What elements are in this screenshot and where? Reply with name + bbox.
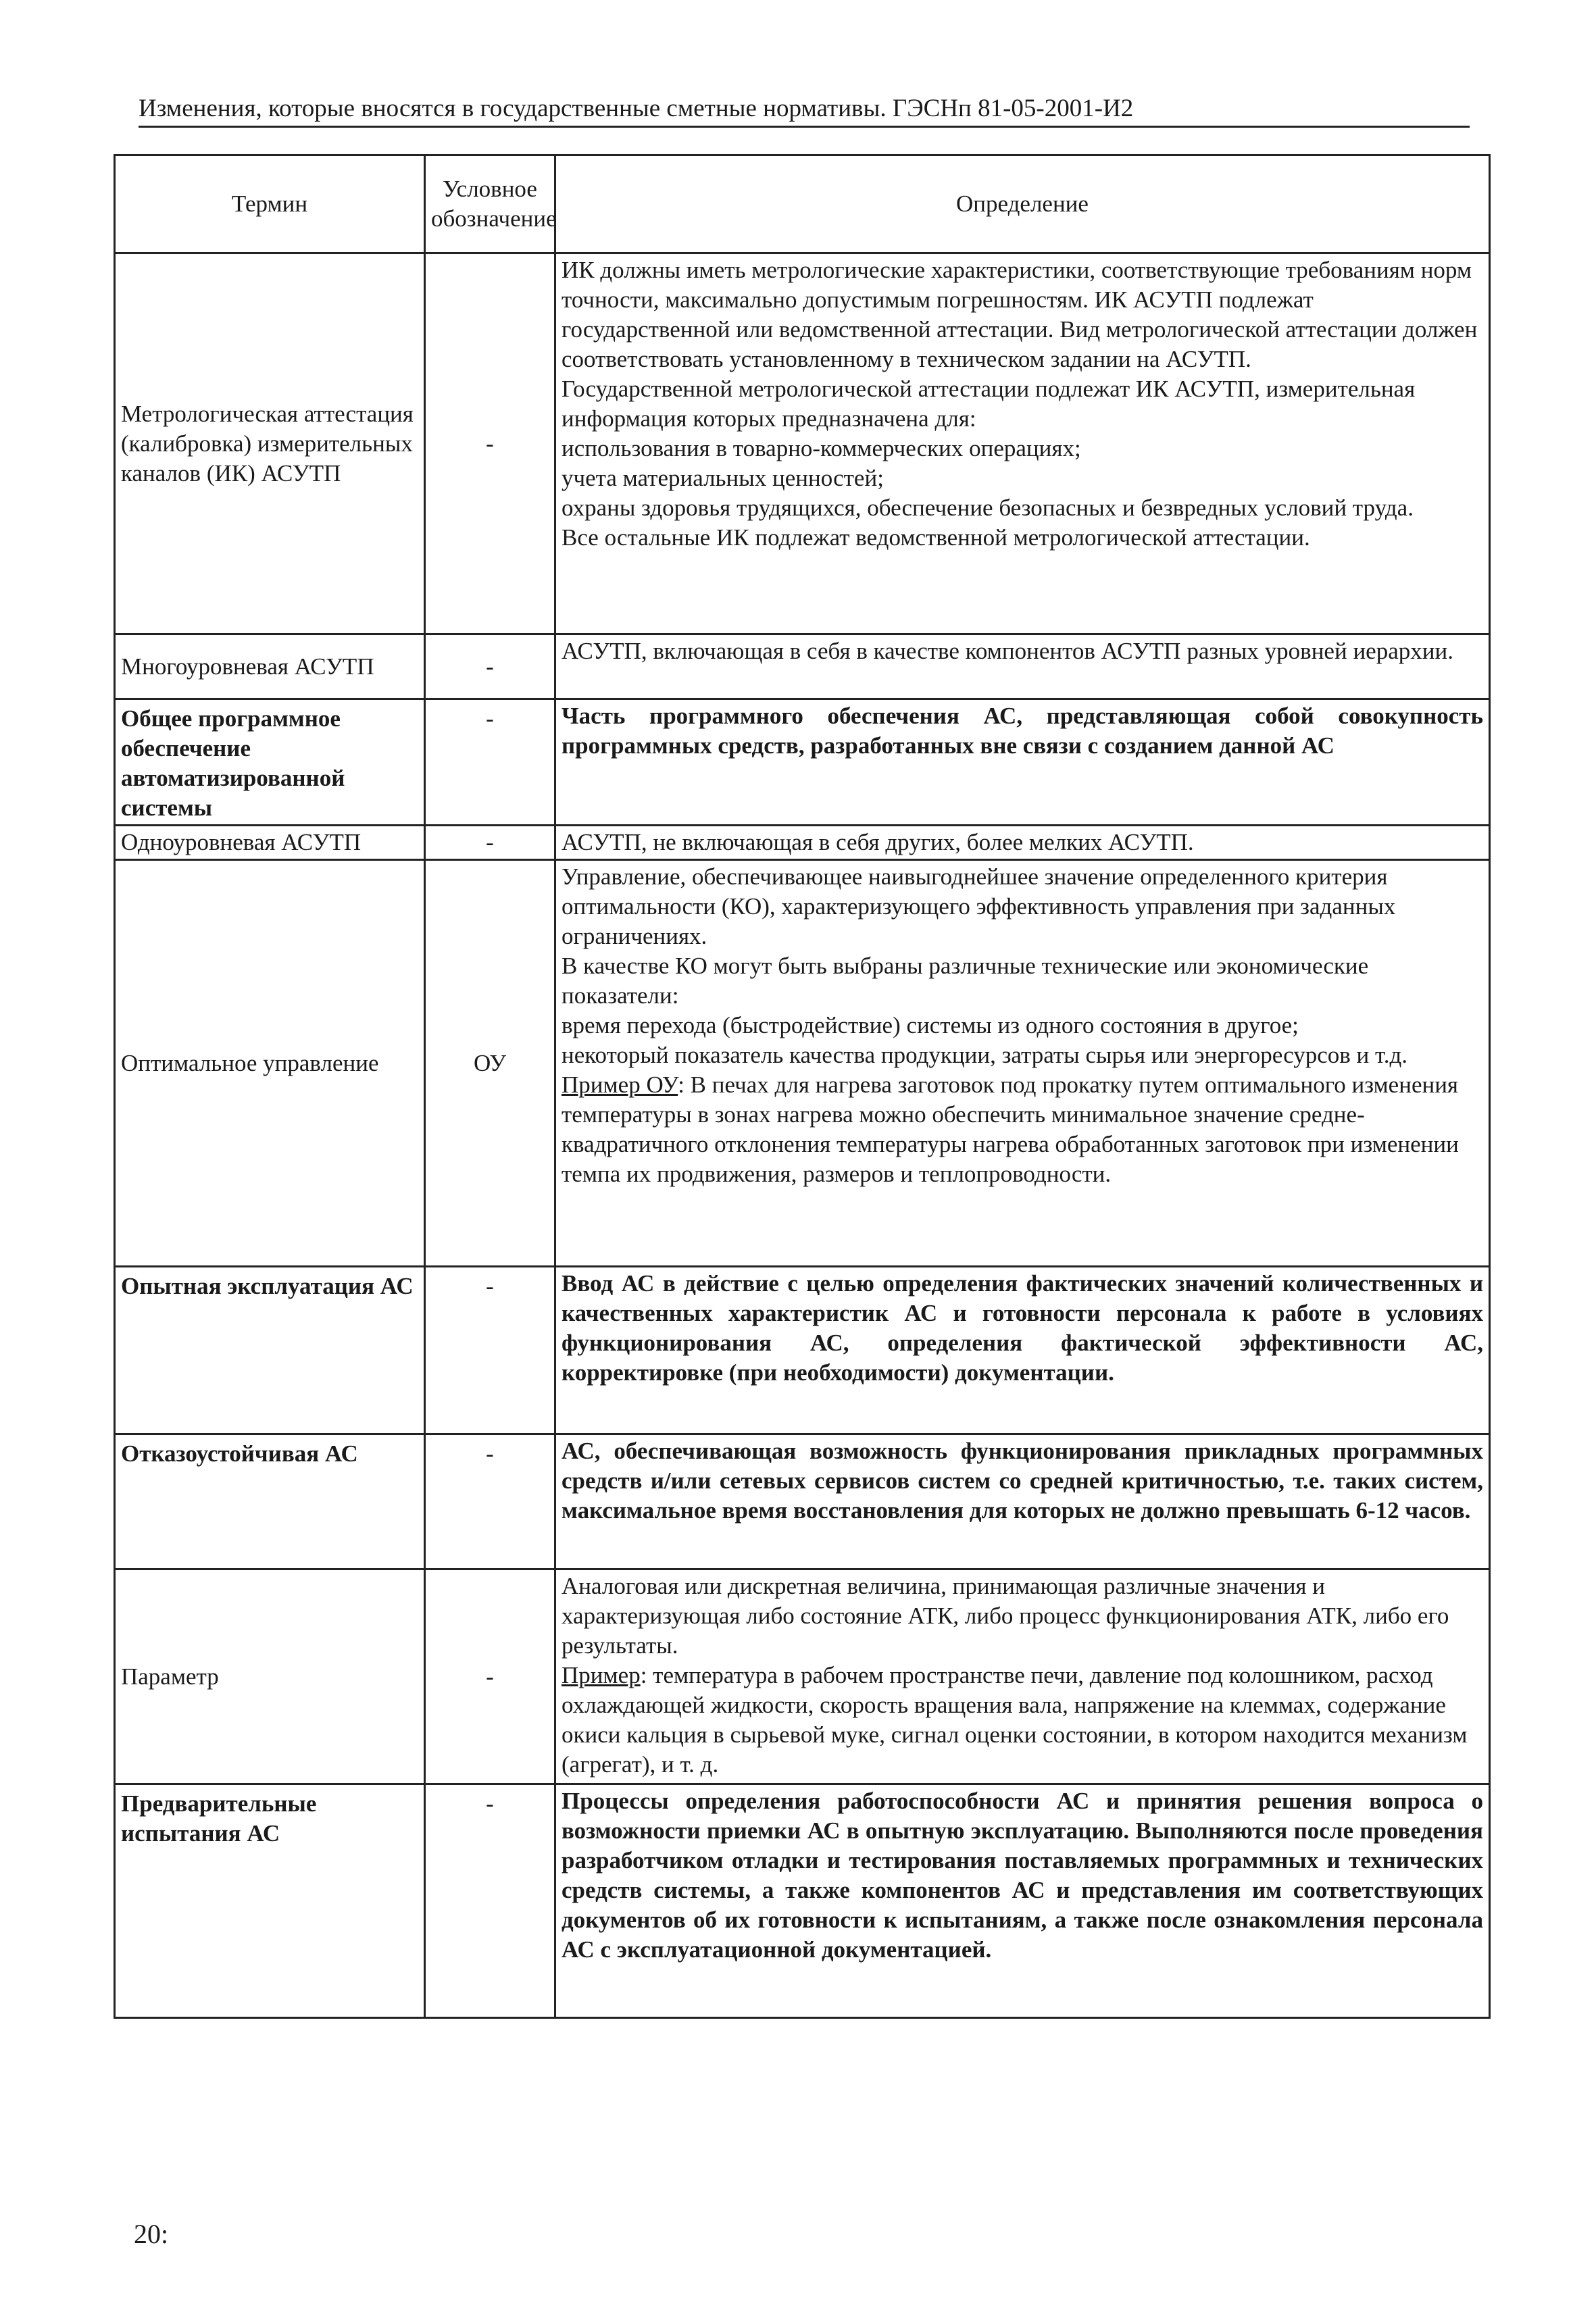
term-cell: Оптимальное управление xyxy=(115,860,425,1267)
definition-cell xyxy=(555,634,1490,699)
definition-line: Все остальные ИК подлежат ведомственной метрологической аттестации. xyxy=(562,524,1310,551)
table-header-row xyxy=(115,155,1490,253)
definition-line: ИК должны иметь метрологические характеристики, соответствующие требованиям норм точности, максимально допустимым погрешностям. ИК АСУТП подлежат государственной или ведомственной аттестации. Вид метрологической аттестации должен соответствовать установленному в техническом задании на АСУТП. xyxy=(562,257,1478,372)
table-row xyxy=(115,1784,1490,2018)
definition-line: Часть программного обеспечения АС, представляющая собой совокупность программных средств, разработанных вне связи с созданием данной АС xyxy=(562,703,1483,759)
column-header-term: Термин xyxy=(115,155,425,253)
page-number: 20: xyxy=(134,2219,169,2249)
example-line xyxy=(562,1070,1483,1189)
definition-line: некоторый показатель качества продукции, затраты сырья или энергоресурсов и т.д. xyxy=(562,1042,1408,1068)
term-cell: Параметр xyxy=(115,1569,425,1784)
table-row xyxy=(115,1569,1490,1784)
definition-line: В качестве КО могут быть выбраны различные технические или экономические показатели: xyxy=(562,953,1369,1009)
definition-line: Аналоговая или дискретная величина, принимающая различные значения и характеризующая либо состояние АТК, либо процесс функционирования АТК, либо его результаты. xyxy=(562,1573,1449,1659)
abbr-cell: - xyxy=(425,1784,555,2018)
definition-cell xyxy=(555,1784,1490,2018)
definition-line: АС, обеспечивающая возможность функционирования прикладных программных средств и/или сетевых сервисов систем со средней критичностью, т.е. таких систем, максимальное время восстановления для которых не должно превышать 6-12 часов. xyxy=(562,1438,1483,1524)
abbr-cell: - xyxy=(425,634,555,699)
definition-cell xyxy=(555,860,1490,1267)
example-text: : В печах для нагрева заготовок под прокатку путем оптимального изменения температуры в зонах нагрева можно обеспечить минимальное значение средне-квадратичного отклонения температуры нагрева обработанных заготовок при изменении темпа их продвижения, размеров и теплопроводности. xyxy=(562,1072,1459,1187)
abbr-cell: - xyxy=(425,826,555,860)
definition-line: АСУТП, включающая в себя в качестве компонентов АСУТП разных уровней иерархии. xyxy=(562,638,1453,664)
header-rule xyxy=(139,126,1470,128)
term-cell: Многоуровневая АСУТП xyxy=(115,634,425,699)
table-row xyxy=(115,826,1490,860)
definition-line: Процессы определения работоспособности АС и принятия решения вопроса о возможности приемки АС в опытную эксплуатацию. Выполняются после проведения разработчиком отладки и тестирования поставляемых программных и технических средств системы, а также компонентов АС и представления им соответствующих документов об их готовности к испытаниям, а также после ознакомления персонала АС с эксплуатационной документацией. xyxy=(562,1788,1483,1963)
definition-cell xyxy=(555,253,1490,634)
table-row xyxy=(115,634,1490,699)
definition-line: учета материальных ценностей; xyxy=(562,465,884,491)
definition-line: время перехода (быстродействие) системы из одного состояния в другое; xyxy=(562,1012,1299,1038)
term-cell: Метрологическая аттестация (калибровка) измерительных каналов (ИК) АСУТП xyxy=(115,253,425,634)
example-text: : температура в рабочем пространстве печи, давление под колошником, расход охлаждающей жидкости, скорость вращения вала, напряжение на клеммах, содержание окиси кальция в сырьевой муке, сигнал оценки состоянии, в котором находится механизм (агрегат), и т. д. xyxy=(562,1662,1468,1778)
table-row xyxy=(115,1434,1490,1569)
abbr-cell: - xyxy=(425,1434,555,1569)
definition-cell xyxy=(555,699,1490,826)
definition-cell xyxy=(555,1569,1490,1784)
definition-line: охраны здоровья трудящихся, обеспечение безопасных и безвредных условий труда. xyxy=(562,495,1414,521)
table-row xyxy=(115,1267,1490,1434)
abbr-cell: - xyxy=(425,253,555,634)
definition-cell xyxy=(555,1267,1490,1434)
abbr-cell: - xyxy=(425,1569,555,1784)
table-row xyxy=(115,253,1490,634)
definition-line: использования в товарно-коммерческих операциях; xyxy=(562,435,1081,461)
definition-line: Ввод АС в действие с целью определения фактических значений количественных и качественных характеристик АС и готовности персонала к работе в условиях функционирования АС, определения фактической эффективности АС, корректировке (при необходимости) документации. xyxy=(562,1270,1483,1386)
abbr-cell: - xyxy=(425,1267,555,1434)
example-label: Пример xyxy=(562,1662,641,1688)
definition-cell xyxy=(555,826,1490,860)
table-row xyxy=(115,860,1490,1267)
definition-line: АСУТП, не включающая в себя других, более мелких АСУТП. xyxy=(562,829,1194,855)
page-header: Изменения, которые вносятся в государственные сметные нормативы. ГЭСНп 81-05-2001-И2 xyxy=(139,95,1134,122)
definition-cell xyxy=(555,1434,1490,1569)
table-row xyxy=(115,699,1490,826)
column-header-abbr: Условное обозначение xyxy=(425,155,555,253)
definition-line: Государственной метрологической аттестации подлежат ИК АСУТП, измерительная информация которых предназначена для: xyxy=(562,376,1416,432)
term-cell: Опытная эксплуатация АС xyxy=(115,1267,425,1434)
column-header-definition: Определение xyxy=(555,155,1490,253)
example-label: Пример ОУ xyxy=(562,1072,678,1098)
definitions-table xyxy=(114,154,1491,2019)
term-cell: Одноуровневая АСУТП xyxy=(115,826,425,860)
term-cell: Общее программное обеспечение автоматизированной системы xyxy=(115,699,425,826)
term-cell: Отказоустойчивая АС xyxy=(115,1434,425,1569)
abbr-cell: ОУ xyxy=(425,860,555,1267)
abbr-cell: - xyxy=(425,699,555,826)
example-line xyxy=(562,1661,1483,1780)
definition-line: Управление, обеспечивающее наивыгоднейшее значение определенного критерия оптимальности (КО), характеризующего эффективность управления при заданных ограничениях. xyxy=(562,863,1396,949)
term-cell: Предварительные испытания АС xyxy=(115,1784,425,2018)
